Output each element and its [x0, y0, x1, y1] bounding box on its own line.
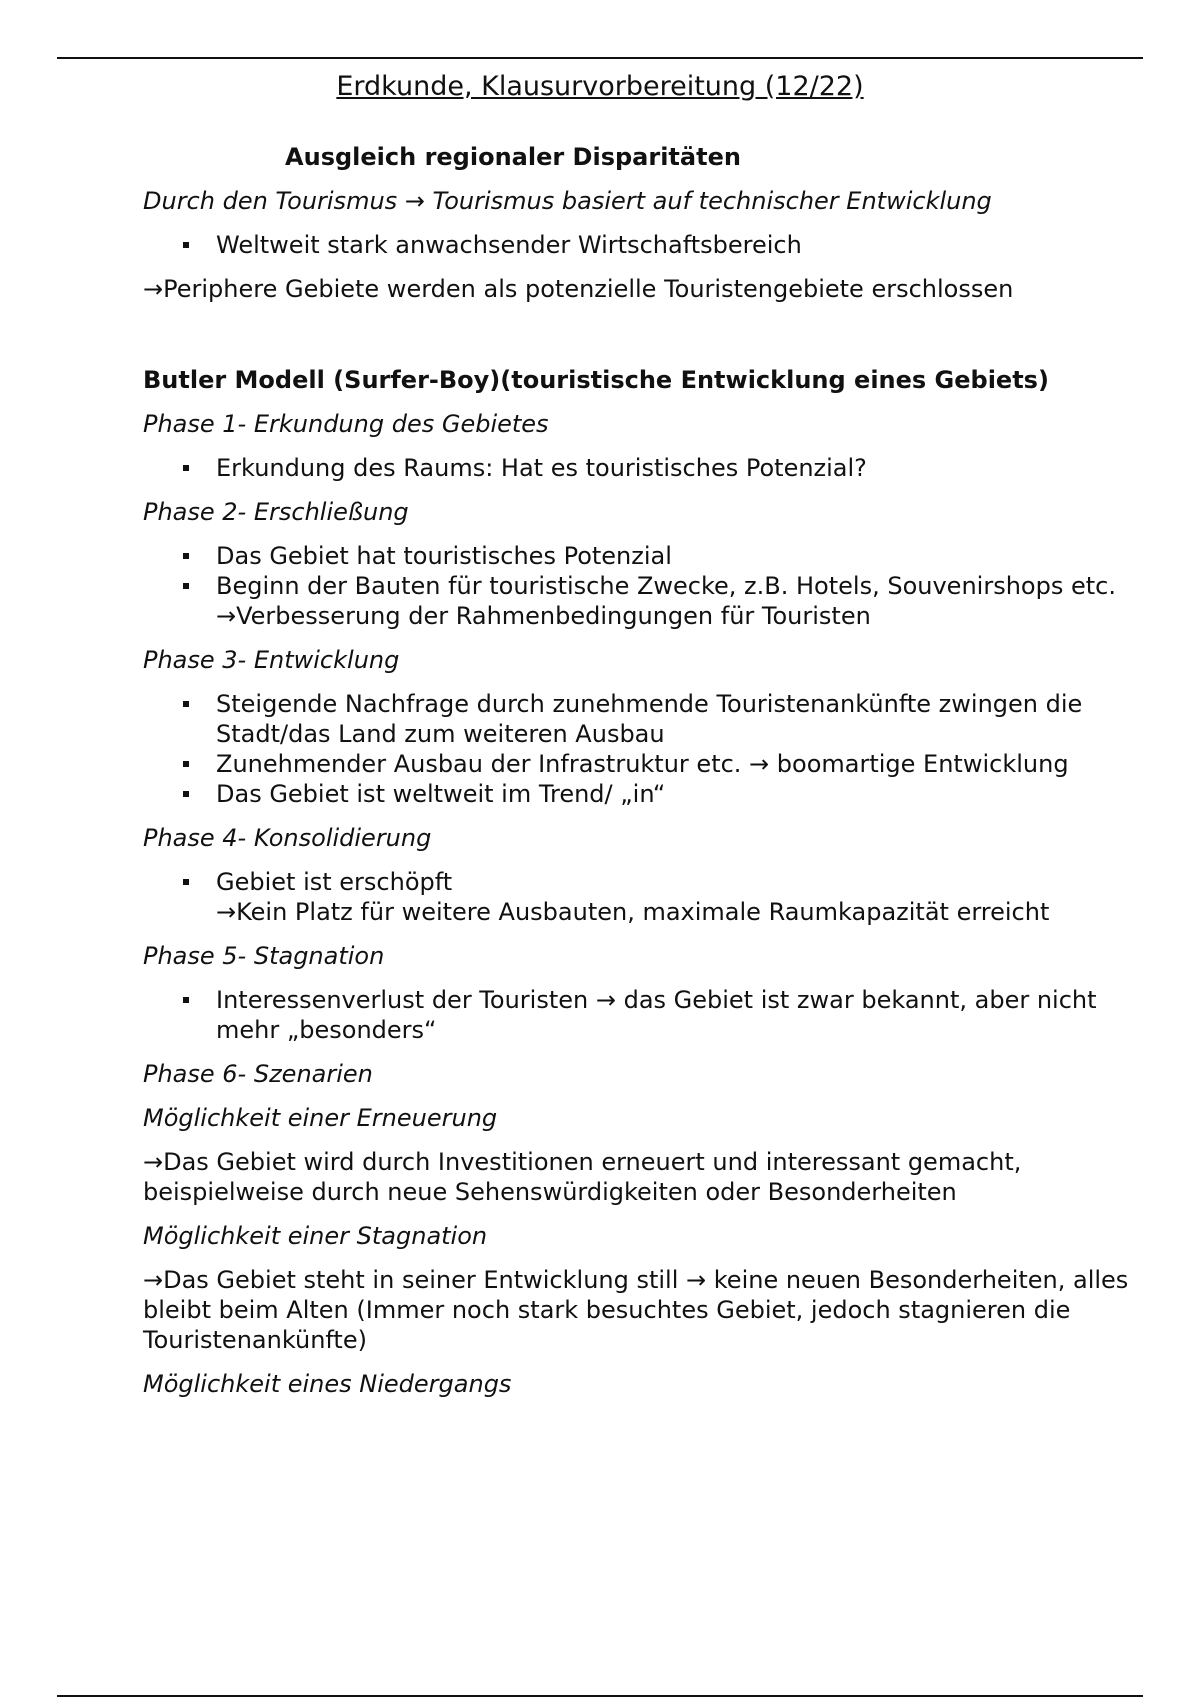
conclusion-line: →Periphere Gebiete werden als potenzielle Touristengebiete erschlossen — [143, 275, 1014, 303]
list-item-subline: →Kein Platz für weitere Ausbauten, maximale Raumkapazität erreicht — [216, 898, 1050, 926]
bullet-list-tourism — [143, 230, 1143, 260]
phase-6-title: Phase 6- Szenarien — [143, 1060, 373, 1088]
spacer — [143, 318, 1143, 365]
phase-3-title: Phase 3- Entwicklung — [143, 646, 400, 674]
scenario-stagnation-title: Möglichkeit einer Stagnation — [143, 1222, 488, 1250]
bullet-list-phase-3 — [143, 689, 1143, 809]
list-item: Das Gebiet ist weltweit im Trend/ „in“ — [143, 779, 1143, 809]
bullet-list-phase-2 — [143, 541, 1143, 631]
list-item-text: Gebiet ist erschöpft — [216, 868, 453, 896]
bullet-list-phase-4 — [143, 867, 1143, 927]
bottom-rule — [57, 1695, 1143, 1697]
bullet-list-phase-5 — [143, 985, 1143, 1045]
list-item-text: Beginn der Bauten für touristische Zwecke, z.B. Hotels, Souvenirshops etc. — [216, 572, 1116, 600]
section-heading-butler: Butler Modell (Surfer-Boy)(touristische Entwicklung eines Gebiets) — [143, 366, 1049, 394]
list-item: Zunehmender Ausbau der Infrastruktur etc. → boomartige Entwicklung — [143, 749, 1143, 779]
list-item: Das Gebiet hat touristisches Potenzial — [143, 541, 1143, 571]
document-body — [143, 142, 1143, 1413]
section-heading-disparities: Ausgleich regionaler Disparitäten — [285, 143, 741, 171]
list-item — [143, 571, 1143, 631]
page-title: Erdkunde, Klausurvorbereitung (12/22) — [336, 71, 864, 102]
phase-2-title: Phase 2- Erschließung — [143, 498, 409, 526]
phase-5-title: Phase 5- Stagnation — [143, 942, 385, 970]
scenario-stagnation-text: →Das Gebiet steht in seiner Entwicklung still → keine neuen Besonderheiten, alles bleibt beim Alten (Immer noch stark besuchtes Gebiet, jedoch stagnieren die Touristenankünfte) — [143, 1266, 1129, 1354]
bullet-list-phase-1 — [143, 453, 1143, 483]
list-item: Weltweit stark anwachsender Wirtschaftsbereich — [143, 230, 1143, 260]
list-item — [143, 867, 1143, 927]
list-item-subline: →Verbesserung der Rahmenbedingungen für Touristen — [216, 602, 871, 630]
scenario-renewal-title: Möglichkeit einer Erneuerung — [143, 1104, 498, 1132]
list-item: Interessenverlust der Touristen → das Gebiet ist zwar bekannt, aber nicht mehr „besonders“ — [143, 985, 1143, 1045]
phase-1-title: Phase 1- Erkundung des Gebietes — [143, 410, 549, 438]
scenario-decline-title: Möglichkeit eines Niedergangs — [143, 1370, 512, 1398]
top-rule — [57, 57, 1143, 59]
list-item: Steigende Nachfrage durch zunehmende Touristenankünfte zwingen die Stadt/das Land zum weiteren Ausbau — [143, 689, 1143, 749]
list-item: Erkundung des Raums: Hat es touristisches Potenzial? — [143, 453, 1143, 483]
phase-4-title: Phase 4- Konsolidierung — [143, 824, 432, 852]
scenario-renewal-text: →Das Gebiet wird durch Investitionen erneuert und interessant gemacht, beispielweise durch neue Sehenswürdigkeiten oder Besonderheiten — [143, 1148, 1022, 1206]
intro-line: Durch den Tourismus → Tourismus basiert auf technischer Entwicklung — [143, 187, 992, 215]
